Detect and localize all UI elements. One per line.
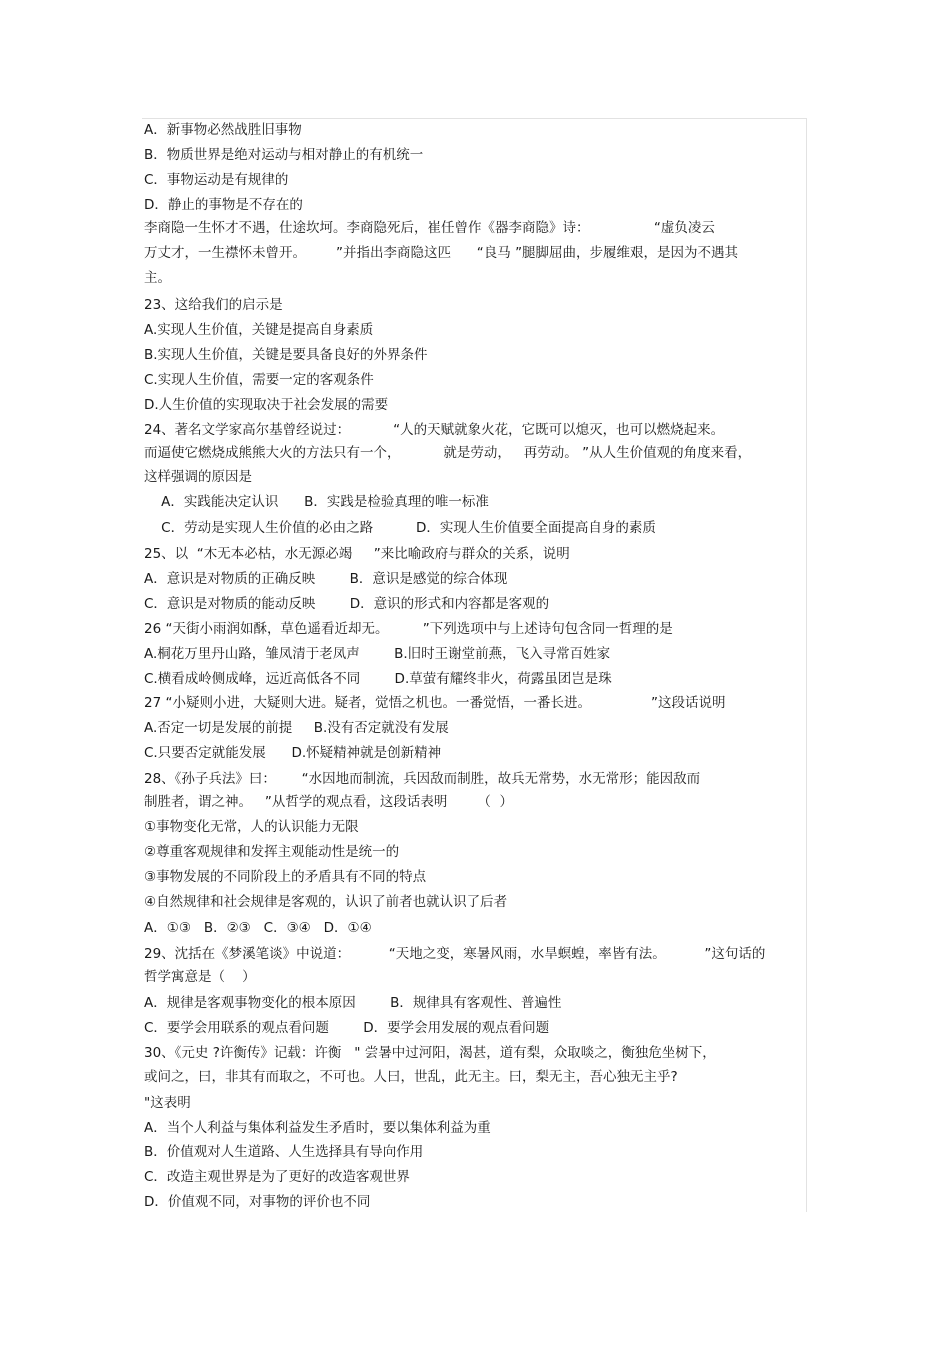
option-line: C.只要否定就能发展 D.怀疑精神就是创新精神 <box>144 745 442 761</box>
text-line: 李商隐一生怀才不遇，仕途坎坷。李商隐死后，崔任曾作《器李商隐》诗： “虚负凌云 <box>144 220 715 236</box>
text-line: C．事物运动是有规律的 <box>144 172 289 188</box>
question-stem: 23、这给我们的启示是 <box>144 297 283 313</box>
page-frame-top <box>142 118 807 119</box>
option-line: A．实践能决定认识 B．实践是检验真理的唯一标准 <box>144 494 489 510</box>
option-line: A．规律是客观事物变化的根本原因 B．规律具有客观性、普遍性 <box>144 995 562 1011</box>
text-line: "这表明 <box>144 1095 191 1111</box>
page-frame-right <box>806 118 807 1212</box>
question-stem: 29、沈括在《梦溪笔谈》中说道： “天地之变，寒暑风雨，水旱螟蝗，率皆有法。 ”这句话的 <box>144 946 766 962</box>
text-line: 制胜者，谓之神。 ”从哲学的观点看，这段话表明 （ ） <box>144 794 513 810</box>
question-stem: 28、《孙子兵法》曰： “水因地而制流，兵因敌而制胜，故兵无常势，水无常形；能因敌而 <box>144 771 701 787</box>
option-line: A．意识是对物质的正确反映 B．意识是感觉的综合体现 <box>144 571 508 587</box>
text-line: 主。 <box>144 270 171 286</box>
text-line: 或问之，曰，非其有而取之，不可也。人曰，世乱，此无主。曰，梨无主，吾心独无主乎? <box>144 1069 678 1085</box>
option-line: B.实现人生价值，关键是要具备良好的外界条件 <box>144 347 428 363</box>
question-stem: 30、《元史 ?许衡传》记载：许衡 " 尝暑中过河阳，渴甚，道有梨，众取啖之，衡独危坐树下， <box>144 1045 716 1061</box>
option-line: A.实现人生价值，关键是提高自身素质 <box>144 322 374 338</box>
option-line: C．劳动是实现人生价值的必由之路 D．实现人生价值要全面提高自身的素质 <box>144 520 656 536</box>
text-line: A．新事物必然战胜旧事物 <box>144 122 302 138</box>
option-line: C．要学会用联系的观点看问题 D．要学会用发展的观点看问题 <box>144 1020 550 1036</box>
option-line: D．价值观不同，对事物的评价也不同 <box>144 1194 371 1210</box>
option-line: B．价值观对人生道路、人生选择具有导向作用 <box>144 1144 424 1160</box>
option-line: ②尊重客观规律和发挥主观能动性是统一的 <box>144 844 400 860</box>
option-line: A.否定一切是发展的前提 B.没有否定就没有发展 <box>144 720 449 736</box>
option-line: A.桐花万里丹山路，雏凤清于老凤声 B.旧时王谢堂前燕，飞入寻常百姓家 <box>144 646 611 662</box>
option-line: D.人生价值的实现取决于社会发展的需要 <box>144 397 389 413</box>
option-line: C．意识是对物质的能动反映 D．意识的形式和内容都是客观的 <box>144 596 550 612</box>
option-line: ①事物变化无常，人的认识能力无限 <box>144 819 359 835</box>
question-stem: 25、以 “木无本必枯，水无源必竭 ”来比喻政府与群众的关系，说明 <box>144 546 570 562</box>
question-stem: 26 “天街小雨润如酥，草色遥看近却无。 ”下列选项中与上述诗句包含同一哲理的是 <box>144 621 673 637</box>
option-line: C．改造主观世界是为了更好的改造客观世界 <box>144 1169 410 1185</box>
question-stem: 27 “小疑则小进，大疑则大进。疑者，觉悟之机也。一番觉悟，一番长进。 ”这段话说明 <box>144 695 726 711</box>
text-line: 而逼使它燃烧成熊熊大火的方法只有一个， 就是劳动， 再劳动。 ”从人生价值观的角度来看， <box>144 445 752 461</box>
text-line: D．静止的事物是不存在的 <box>144 197 303 213</box>
option-line: A．当个人利益与集体利益发生矛盾时，要以集体利益为重 <box>144 1120 491 1136</box>
text-line: 万丈才，一生襟怀未曾开。 ”并指出李商隐这匹 “良马 ”腿脚屈曲，步履维艰，是因为不遇其 <box>144 245 739 261</box>
text-line: B．物质世界是绝对运动与相对静止的有机统一 <box>144 147 424 163</box>
text-line: 哲学寓意是（ ） <box>144 969 256 985</box>
option-line: ③事物发展的不同阶段上的矛盾具有不同的特点 <box>144 869 427 885</box>
option-line: C.横看成岭侧成峰，远近高低各不同 D.草萤有耀终非火，荷露虽团岂是珠 <box>144 671 612 687</box>
question-stem: 24、著名文学家高尔基曾经说过： “人的天赋就象火花，它既可以熄灭，也可以燃烧起来。 <box>144 422 725 438</box>
option-line: A．①③ B．②③ C．③④ D．①④ <box>144 920 372 936</box>
option-line: C.实现人生价值，需要一定的客观条件 <box>144 372 374 388</box>
text-line: 这样强调的原因是 <box>144 469 252 485</box>
option-line: ④自然规律和社会规律是客观的，认识了前者也就认识了后者 <box>144 894 508 910</box>
